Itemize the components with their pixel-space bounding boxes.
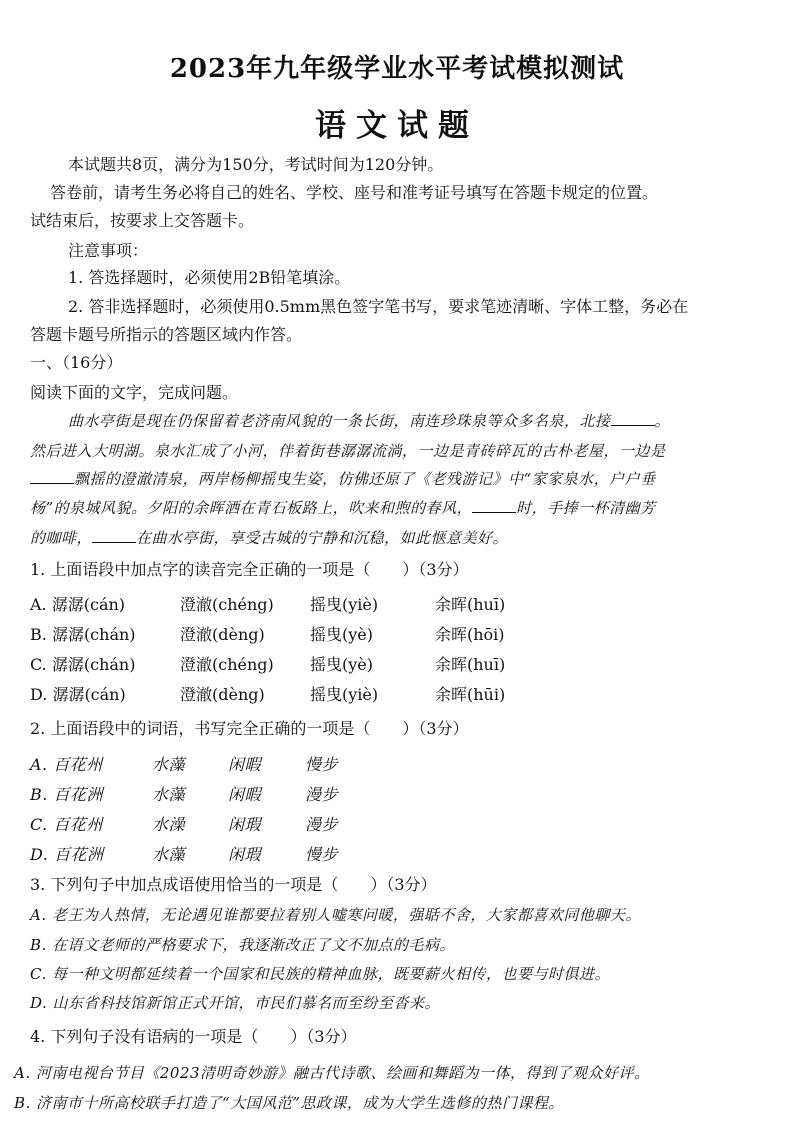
option-value: 摇曳(yè)	[310, 625, 373, 644]
question-4-stem: 4. 下列句子没有语病的一项是（ ）（3分）	[30, 1027, 357, 1046]
option-label: D.	[30, 845, 49, 864]
passage-line-3	[30, 468, 770, 489]
option-value: 余晖(hōi)	[435, 625, 505, 644]
passage-text: 杨”的泉城风貌。夕阳的余晖洒在青石板路上，吹来和煦的春风，	[30, 499, 473, 517]
option-value: 澄澈(dèng)	[180, 685, 265, 704]
option-value: 水藻	[152, 845, 186, 864]
option-value: 慢步	[305, 845, 339, 864]
passage-text: 飘摇的澄澈清泉，两岸杨柳摇曳生姿，仿佛还原了《老残游记》中“家家泉水，户户垂	[74, 470, 656, 488]
notice-title: 注意事项：	[68, 241, 149, 260]
intro-line-1: 本试题共8页，满分为150分，考试时间为120分钟。	[68, 155, 444, 174]
option-label: A.	[30, 595, 47, 614]
option-value: 水藻	[152, 755, 186, 774]
option-value: 摇曳(yiè)	[310, 595, 379, 614]
passage-text: 在曲水亭街，享受古城的宁静和沉稳，如此惬意美好。	[136, 529, 509, 547]
question-3-option: C. 每一种文明都延续着一个国家和民族的精神血脉，既要薪火相传，也要与时俱进。	[30, 965, 610, 983]
section-instruction: 阅读下面的文字，完成问题。	[30, 383, 239, 402]
option-label: D.	[30, 685, 48, 704]
option-value: 百花洲	[53, 785, 103, 804]
intro-line-2: 答卷前，请考生务必将自己的姓名、学校、座号和准考证号填写在答题卡规定的位置。	[50, 183, 659, 202]
answer-blank	[30, 469, 74, 484]
option-value: 潺潺(chán)	[51, 655, 136, 674]
notice-item-2: 2. 答非选择题时，必须使用0.5mm黑色签字笔书写，要求笔迹清晰、字体工整，务必在	[68, 297, 689, 316]
option-value: 余晖(hūi)	[435, 685, 506, 704]
question-3-option: B. 在语文老师的严格要求下，我逐渐改正了文不加点的毛病。	[30, 936, 456, 954]
passage-line-5	[30, 527, 770, 548]
option-value: 潺潺(chán)	[51, 625, 136, 644]
option-text	[30, 782, 103, 805]
option-value: 澄澈(chéng)	[180, 655, 274, 674]
option-value: 慢步	[305, 755, 339, 774]
passage-line-2: 然后进入大明湖。泉水汇成了小河，伴着街巷潺潺流淌，一边是青砖碎瓦的古朴老屋，一边是	[30, 442, 666, 460]
exam-title: 2023年九年级学业水平考试模拟测试	[169, 54, 625, 84]
passage-text: 时，手捧一杯清幽芳	[516, 499, 656, 517]
option-value: 水澡	[152, 815, 186, 834]
section-heading: 一、（16分）	[30, 353, 123, 372]
option-value: 潺潺(cán)	[51, 595, 126, 614]
option-value: 漫步	[305, 815, 339, 834]
option-text	[30, 812, 103, 835]
option-text	[30, 682, 126, 705]
passage-line-1	[68, 410, 794, 431]
intro-line-3: 试结束后，按要求上交答题卡。	[30, 211, 255, 230]
option-value: 摇曳(yiè)	[310, 685, 379, 704]
option-value: 摇曳(yè)	[310, 655, 373, 674]
option-text	[30, 752, 103, 775]
option-label: C.	[30, 655, 47, 674]
option-value: 百花洲	[53, 845, 104, 864]
option-value: 百花州	[53, 815, 103, 834]
option-label: B.	[30, 785, 48, 804]
question-2-stem: 2. 上面语段中的词语，书写完全正确的一项是（ ）（3分）	[30, 719, 469, 738]
question-3-option: D. 山东省科技馆新馆正式开馆，市民们慕名而至纷至沓来。	[30, 994, 441, 1012]
option-text	[30, 652, 135, 675]
notice-item-1: 1. 答选择题时，必须使用2B铅笔填涂。	[68, 268, 351, 287]
option-text	[30, 842, 103, 865]
answer-blank	[92, 528, 136, 543]
option-label: C.	[30, 815, 48, 834]
option-value: 闲暇	[228, 785, 262, 804]
option-value: 澄澈(dèng)	[180, 625, 265, 644]
option-value: 闲瑕	[228, 815, 262, 834]
passage-line-4	[30, 497, 770, 518]
notice-item-3: 答题卡题号所指示的答题区域内作答。	[30, 325, 303, 344]
answer-blank	[611, 411, 655, 426]
option-value: 闲瑕	[228, 845, 262, 864]
option-text	[30, 622, 136, 645]
question-4-option: B. 济南市十所高校联手打造了“大国风范”思政课，成为大学生选修的热门课程。	[14, 1094, 564, 1112]
option-value: 百花州	[53, 755, 103, 774]
option-value: 潺潺(cán)	[52, 685, 126, 704]
subject-title: 语文试题	[315, 108, 479, 144]
option-value: 澄澈(chéng)	[180, 595, 274, 614]
question-4-option: A. 河南电视台节目《2023清明奇妙游》融古代诗歌、绘画和舞蹈为一体，得到了观众好评。	[14, 1064, 650, 1082]
question-3-option: A. 老王为人热情，无论遇见谁都要拉着别人嘘寒问暖，强聒不舍，大家都喜欢同他聊天。	[30, 906, 641, 924]
passage-text: 的咖啡，	[30, 529, 93, 547]
option-value: 水藻	[152, 785, 186, 804]
option-value: 余晖(huī)	[435, 595, 506, 614]
passage-text: 。	[654, 412, 671, 430]
option-value: 闲暇	[228, 755, 262, 774]
answer-blank	[472, 498, 516, 513]
option-text	[30, 592, 125, 615]
option-label: B.	[30, 625, 47, 644]
question-3-stem: 3. 下列句子中加点成语使用恰当的一项是（ ）（3分）	[30, 875, 437, 894]
option-label: A.	[30, 755, 48, 774]
option-value: 余晖(huī)	[435, 655, 506, 674]
passage-text: 曲水亭街是现在仍保留着老济南风貌的一条长街，南连珍珠泉等众多名泉，北接	[68, 412, 611, 430]
question-1-stem: 1. 上面语段中加点字的读音完全正确的一项是（ ）（3分）	[30, 560, 469, 579]
option-value: 漫步	[305, 785, 339, 804]
